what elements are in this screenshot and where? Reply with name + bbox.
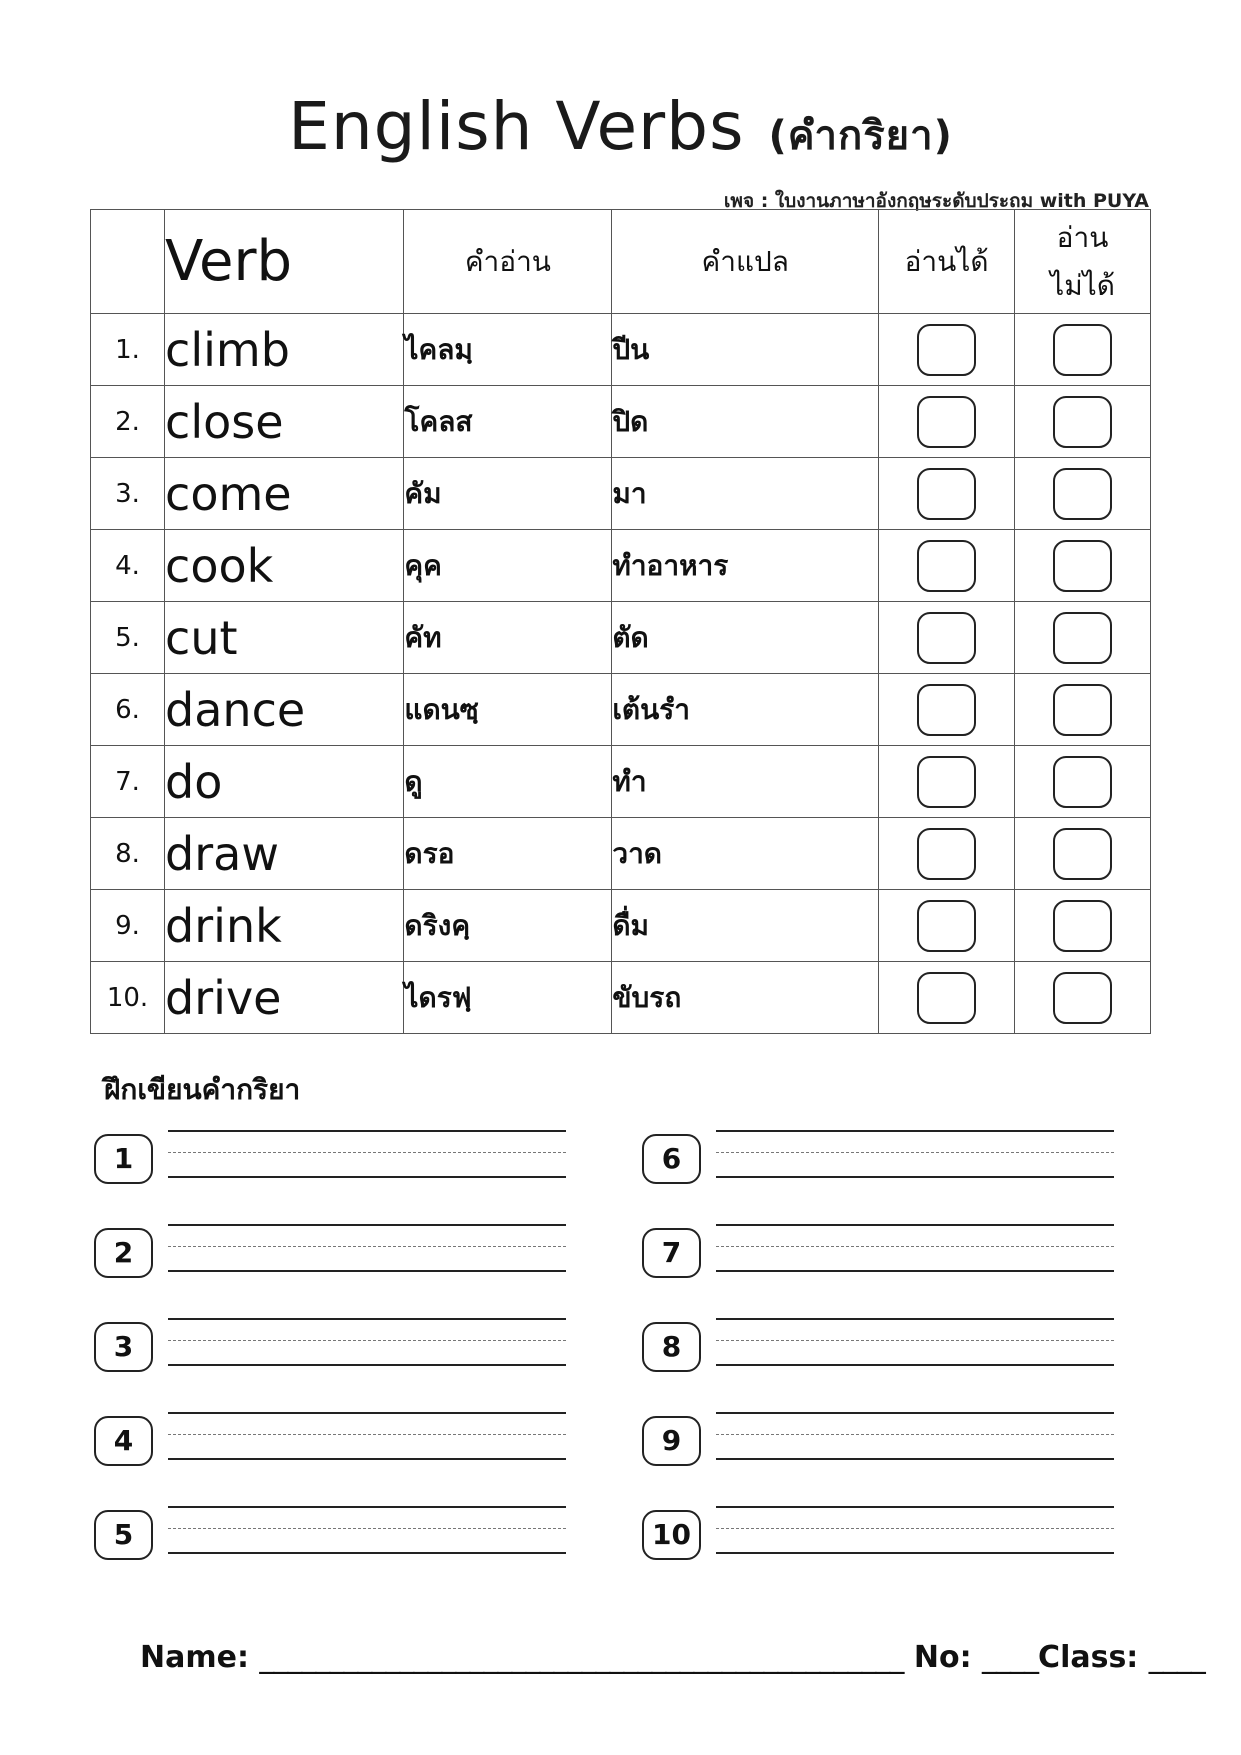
table-row xyxy=(91,674,1151,746)
writing-line-top xyxy=(168,1506,566,1508)
worksheet-title xyxy=(0,88,1241,167)
header-pronunciation: คำอ่าน xyxy=(404,210,612,314)
practice-number: 2 xyxy=(94,1228,153,1278)
writing-line-top xyxy=(168,1224,566,1226)
can-read-checkbox-cell xyxy=(879,674,1015,746)
can-read-checkbox[interactable] xyxy=(917,396,976,448)
writing-line-top xyxy=(716,1318,1114,1320)
practice-row xyxy=(94,1120,574,1180)
meaning-cell: ดื่ม xyxy=(612,890,879,962)
pronunciation-cell: ดรอ xyxy=(404,818,612,890)
row-number: 5. xyxy=(91,602,165,674)
writing-line-bot xyxy=(716,1552,1114,1554)
row-number: 8. xyxy=(91,818,165,890)
writing-line-top xyxy=(168,1318,566,1320)
writing-line-top xyxy=(168,1412,566,1414)
header-can-read: อ่านได้ xyxy=(879,210,1015,314)
table-header-row xyxy=(91,210,1151,314)
writing-line-bot xyxy=(168,1270,566,1272)
meaning-cell: ปิด xyxy=(612,386,879,458)
header-cannot-read xyxy=(1015,210,1151,314)
can-read-checkbox-cell xyxy=(879,818,1015,890)
table-row xyxy=(91,314,1151,386)
row-number: 10. xyxy=(91,962,165,1034)
row-number: 6. xyxy=(91,674,165,746)
practice-row xyxy=(642,1120,1122,1180)
can-read-checkbox-cell xyxy=(879,746,1015,818)
verb-cell: drink xyxy=(165,890,404,962)
meaning-cell: มา xyxy=(612,458,879,530)
writing-lines[interactable] xyxy=(716,1318,1114,1366)
practice-row xyxy=(94,1402,574,1462)
writing-line-bot xyxy=(168,1176,566,1178)
meaning-cell: ตัด xyxy=(612,602,879,674)
name-label: Name: xyxy=(140,1640,249,1675)
credit-line: เพจ : ใบงานภาษาอังกฤษระดับประถม with PUYA xyxy=(723,190,1149,212)
header-cannot-read-line2: ไม่ได้ xyxy=(1050,268,1115,302)
pronunciation-cell: ไคลมฺ xyxy=(404,314,612,386)
verb-cell: cut xyxy=(165,602,404,674)
practice-number: 9 xyxy=(642,1416,701,1466)
practice-row xyxy=(642,1308,1122,1368)
cannot-read-checkbox[interactable] xyxy=(1053,900,1112,952)
meaning-cell: ทำอาหาร xyxy=(612,530,879,602)
table-row xyxy=(91,962,1151,1034)
practice-number: 6 xyxy=(642,1134,701,1184)
writing-line-mid xyxy=(716,1246,1114,1247)
writing-line-bot xyxy=(716,1364,1114,1366)
writing-line-bot xyxy=(168,1364,566,1366)
writing-lines[interactable] xyxy=(168,1318,566,1366)
table-row xyxy=(91,890,1151,962)
practice-number: 7 xyxy=(642,1228,701,1278)
can-read-checkbox[interactable] xyxy=(917,612,976,664)
cannot-read-checkbox[interactable] xyxy=(1053,396,1112,448)
writing-line-mid xyxy=(168,1340,566,1341)
meaning-cell: ปีน xyxy=(612,314,879,386)
practice-title: ฝึกเขียนคำกริยา xyxy=(104,1073,301,1106)
cannot-read-checkbox-cell xyxy=(1015,386,1151,458)
writing-line-bot xyxy=(168,1458,566,1460)
title-subtitle: (คำกริยา) xyxy=(768,113,953,159)
writing-line-mid xyxy=(168,1246,566,1247)
cannot-read-checkbox-cell xyxy=(1015,890,1151,962)
verb-cell: close xyxy=(165,386,404,458)
pronunciation-cell: คัท xyxy=(404,602,612,674)
practice-area xyxy=(94,1120,1124,1570)
writing-line-mid xyxy=(716,1152,1114,1153)
title-text: English Verbs xyxy=(288,88,745,165)
verb-table xyxy=(90,209,1151,1034)
pronunciation-cell: โคลส xyxy=(404,386,612,458)
table-row xyxy=(91,602,1151,674)
row-number: 4. xyxy=(91,530,165,602)
writing-lines[interactable] xyxy=(716,1412,1114,1460)
meaning-cell: วาด xyxy=(612,818,879,890)
writing-line-mid xyxy=(716,1340,1114,1341)
practice-row xyxy=(94,1214,574,1274)
can-read-checkbox-cell xyxy=(879,386,1015,458)
can-read-checkbox[interactable] xyxy=(917,468,976,520)
header-cannot-read-line1: อ่าน xyxy=(1056,220,1109,254)
writing-lines[interactable] xyxy=(716,1506,1114,1554)
writing-lines[interactable] xyxy=(168,1412,566,1460)
cannot-read-checkbox-cell xyxy=(1015,458,1151,530)
can-read-checkbox-cell xyxy=(879,458,1015,530)
writing-lines[interactable] xyxy=(168,1130,566,1178)
meaning-cell: ขับรถ xyxy=(612,962,879,1034)
writing-line-top xyxy=(716,1130,1114,1132)
writing-lines[interactable] xyxy=(716,1130,1114,1178)
verb-cell: do xyxy=(165,746,404,818)
no-blank[interactable]: ____ xyxy=(982,1640,1039,1675)
table-row xyxy=(91,746,1151,818)
verb-cell: dance xyxy=(165,674,404,746)
class-blank[interactable]: ____ xyxy=(1148,1640,1205,1675)
table-row xyxy=(91,458,1151,530)
cannot-read-checkbox-cell xyxy=(1015,818,1151,890)
can-read-checkbox[interactable] xyxy=(917,756,976,808)
practice-number: 8 xyxy=(642,1322,701,1372)
writing-lines[interactable] xyxy=(168,1506,566,1554)
practice-row xyxy=(642,1214,1122,1274)
writing-line-mid xyxy=(168,1152,566,1153)
writing-line-top xyxy=(716,1224,1114,1226)
table-row xyxy=(91,818,1151,890)
can-read-checkbox-cell xyxy=(879,962,1015,1034)
row-number: 9. xyxy=(91,890,165,962)
writing-line-mid xyxy=(716,1528,1114,1529)
pronunciation-cell: ไดรฟฺ xyxy=(404,962,612,1034)
header-meaning: คำแปล xyxy=(612,210,879,314)
row-number: 7. xyxy=(91,746,165,818)
row-number: 3. xyxy=(91,458,165,530)
writing-line-top xyxy=(716,1412,1114,1414)
can-read-checkbox-cell xyxy=(879,314,1015,386)
no-label: No: xyxy=(913,1640,972,1675)
can-read-checkbox[interactable] xyxy=(917,972,976,1024)
practice-number: 10 xyxy=(642,1510,701,1560)
can-read-checkbox-cell xyxy=(879,602,1015,674)
can-read-checkbox[interactable] xyxy=(917,684,976,736)
cannot-read-checkbox[interactable] xyxy=(1053,468,1112,520)
verb-cell: come xyxy=(165,458,404,530)
table-row xyxy=(91,530,1151,602)
pronunciation-cell: คุค xyxy=(404,530,612,602)
table-row xyxy=(91,386,1151,458)
verb-cell: cook xyxy=(165,530,404,602)
writing-line-mid xyxy=(168,1528,566,1529)
practice-number: 3 xyxy=(94,1322,153,1372)
cannot-read-checkbox-cell xyxy=(1015,530,1151,602)
cannot-read-checkbox-cell xyxy=(1015,602,1151,674)
writing-line-mid xyxy=(168,1434,566,1435)
writing-line-top xyxy=(716,1506,1114,1508)
pronunciation-cell: ดริงคฺ xyxy=(404,890,612,962)
table-body xyxy=(91,314,1151,1034)
can-read-checkbox[interactable] xyxy=(917,324,976,376)
practice-number: 4 xyxy=(94,1416,153,1466)
writing-line-mid xyxy=(716,1434,1114,1435)
practice-number: 1 xyxy=(94,1134,153,1184)
writing-lines[interactable] xyxy=(168,1224,566,1272)
name-blank[interactable]: ______________________________________________ xyxy=(259,1640,904,1675)
practice-row xyxy=(94,1496,574,1556)
meaning-cell: เต้นรำ xyxy=(612,674,879,746)
can-read-checkbox-cell xyxy=(879,890,1015,962)
cannot-read-checkbox[interactable] xyxy=(1053,972,1112,1024)
verb-cell: climb xyxy=(165,314,404,386)
pronunciation-cell: แดนซฺ xyxy=(404,674,612,746)
cannot-read-checkbox[interactable] xyxy=(1053,684,1112,736)
cannot-read-checkbox[interactable] xyxy=(1053,324,1112,376)
class-label: Class: xyxy=(1038,1640,1139,1675)
can-read-checkbox[interactable] xyxy=(917,540,976,592)
cannot-read-checkbox[interactable] xyxy=(1053,828,1112,880)
practice-row xyxy=(642,1496,1122,1556)
can-read-checkbox[interactable] xyxy=(917,900,976,952)
pronunciation-cell: ดู xyxy=(404,746,612,818)
header-verb: Verb xyxy=(165,210,404,314)
cannot-read-checkbox-cell xyxy=(1015,962,1151,1034)
footer xyxy=(140,1640,1205,1675)
cannot-read-checkbox-cell xyxy=(1015,674,1151,746)
practice-number: 5 xyxy=(94,1510,153,1560)
writing-lines[interactable] xyxy=(716,1224,1114,1272)
can-read-checkbox[interactable] xyxy=(917,828,976,880)
writing-line-bot xyxy=(168,1552,566,1554)
row-number: 2. xyxy=(91,386,165,458)
cannot-read-checkbox[interactable] xyxy=(1053,756,1112,808)
verb-cell: draw xyxy=(165,818,404,890)
writing-line-top xyxy=(168,1130,566,1132)
cannot-read-checkbox[interactable] xyxy=(1053,612,1112,664)
can-read-checkbox-cell xyxy=(879,530,1015,602)
verb-cell: drive xyxy=(165,962,404,1034)
header-num xyxy=(91,210,165,314)
cannot-read-checkbox-cell xyxy=(1015,746,1151,818)
cannot-read-checkbox[interactable] xyxy=(1053,540,1112,592)
writing-line-bot xyxy=(716,1458,1114,1460)
writing-line-bot xyxy=(716,1270,1114,1272)
writing-line-bot xyxy=(716,1176,1114,1178)
meaning-cell: ทำ xyxy=(612,746,879,818)
practice-row xyxy=(94,1308,574,1368)
row-number: 1. xyxy=(91,314,165,386)
pronunciation-cell: คัม xyxy=(404,458,612,530)
practice-row xyxy=(642,1402,1122,1462)
cannot-read-checkbox-cell xyxy=(1015,314,1151,386)
